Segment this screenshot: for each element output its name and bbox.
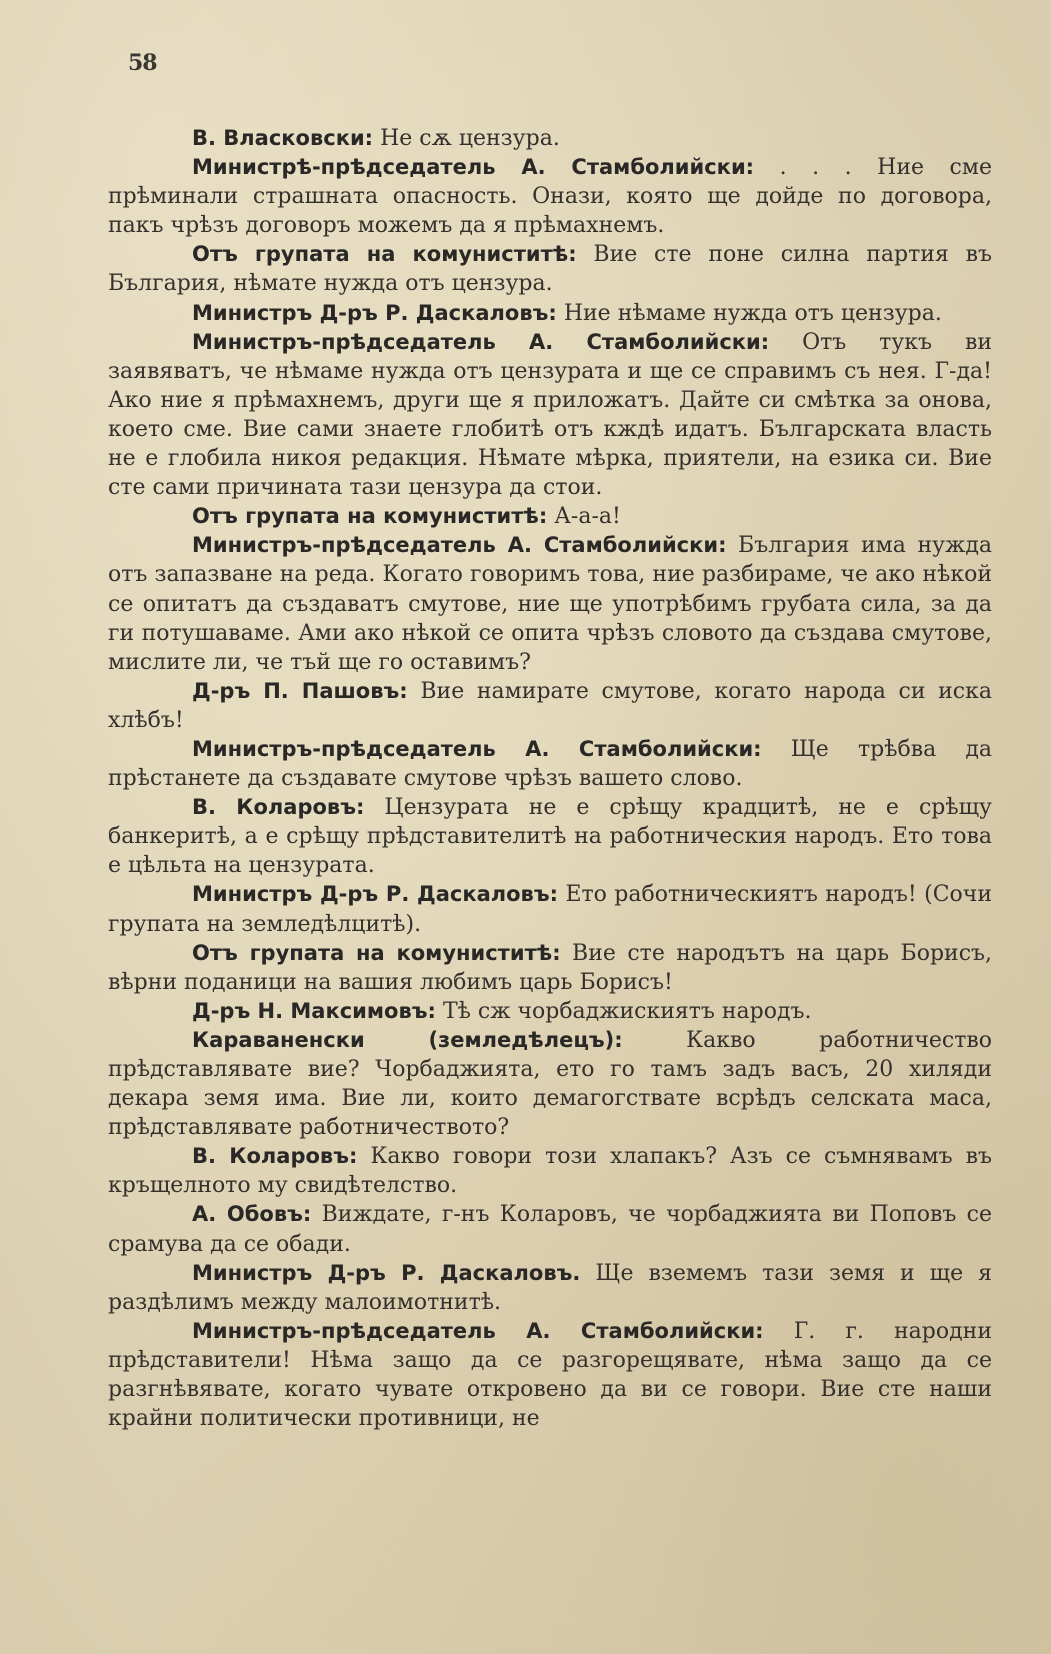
speaker-name: Караваненски (земледѣлецъ): — [192, 1027, 623, 1052]
speaker-name: Д-ръ Н. Максимовъ: — [192, 998, 436, 1023]
speaker-name: Отъ групата на комуниститѣ: — [192, 504, 548, 529]
speaker-name: Министръ Д-ръ Р. Даскаловъ: — [192, 300, 557, 325]
speaker-name: В. Коларовъ: — [192, 1144, 358, 1169]
speech-text: Какво работничество прѣдставлявате вие? Чорбаджията, ето го тамъ задъ васъ, 20 хиляди декара земя има. Вие ли, които демагогствате всрѣдъ селската маса, прѣдставлявате работничеството? — [108, 1027, 992, 1141]
speaker-name: Отъ групата на комуниститѣ: — [192, 242, 577, 267]
paragraph-3 — [108, 240, 992, 298]
paragraph-14 — [108, 1026, 992, 1142]
speech-text: Тѣ сж чорбаджискиятъ народъ. — [442, 998, 812, 1024]
paragraph-7 — [108, 531, 992, 676]
speaker-name: В. Коларовъ: — [192, 795, 365, 820]
page-number: 58 — [128, 50, 157, 76]
speech-text: Не сѫ цензура. — [380, 126, 560, 151]
speaker-name: Министръ-прѣдседатель А. Стамболийски: — [192, 1318, 764, 1343]
speaker-name: Министръ-прѣдседатель А. Стамболийски: — [192, 736, 762, 761]
paragraph-17 — [108, 1259, 992, 1317]
speaker-name: Министръ Д-ръ Р. Даскаловъ: — [192, 882, 559, 907]
speech-text: Отъ тукъ ви заявяватъ, че нѣмаме нужда отъ цензурата и ще се справимъ съ нея. Г-да! Ако ние я прѣмахнемъ, други ще я приложатъ. Дайте си смѣтка за онова, което сме. Вие сами знаете глобитѣ отъ кждѣ идатъ. Българската власть не е глобила никоя редакция. Нѣмате мѣрка, приятели, на езика си. Вие сте сами причината тази цензура да стои. — [108, 329, 992, 501]
speech-text: Ще вземемъ тази земя и ще я раздѣлимъ между малоимотнитѣ. — [108, 1260, 992, 1315]
speech-text: Г. г. народни прѣдставители! Нѣма защо да се разгорещявате, нѣма защо да се разгнѣвявате, когато чувате откровено да ви се говори. Вие сте наши крайни политически противници, не — [108, 1318, 992, 1432]
paragraph-2 — [108, 153, 992, 240]
speech-text: . . . Ние сме прѣминали страшната опасность. Онази, която ще дойде по договора, пакъ чрѣзъ договоръ можемъ да я прѣмахнемъ. — [108, 155, 992, 239]
speech-text: Какво говори този хлапакъ? Азъ се съмнявамъ въ кръщелното му свидѣтелство. — [108, 1144, 992, 1199]
paragraph-1 — [108, 124, 992, 153]
speaker-name: В. Власковски: — [192, 126, 374, 150]
speech-text: Вие сте народътъ на царь Борисъ, вѣрни поданици на вашия любимъ царь Борисъ! — [108, 940, 993, 995]
speaker-name: А. Обовъ: — [192, 1202, 312, 1227]
paragraph-10 — [108, 793, 992, 880]
paragraph-8 — [108, 677, 992, 735]
speaker-name: Министрѣ-прѣдседатель А. Стамболийски: — [192, 155, 755, 180]
speech-text: Вие намирате смутове, когато народа си иска хлѣбъ! — [108, 678, 992, 733]
speech-text: България има нужда отъ запазване на реда. Когато говоримъ това, ние разбираме, че ако нѣкой се опитатъ да създаватъ смутове, ние ще употрѣбимъ грубата сила, за да ги потушаваме. Ами ако нѣкой се опита чрѣзъ словото да създава смутове, мислите ли, че тъй ще го оставимъ? — [108, 533, 992, 675]
paragraph-5 — [108, 328, 992, 503]
transcript-text — [108, 124, 992, 1433]
speaker-name: Д-ръ П. Пашовъ: — [192, 678, 408, 703]
paragraph-4 — [108, 299, 992, 328]
paragraph-16 — [108, 1200, 992, 1258]
speech-text: Вие сте поне силна партия въ България, нѣмате нужда отъ цензура. — [108, 242, 992, 297]
speech-text: Ето работническиятъ народъ! (Сочи групата на земледѣлцитѣ). — [108, 882, 992, 937]
speech-text: Ще трѣбва да прѣстанете да създавате смутове чрѣзъ вашето слово. — [108, 736, 992, 792]
paragraph-11 — [108, 880, 992, 938]
speech-text: Виждате, г-нъ Коларовъ, че чорбаджията ви Поповъ се срамува да се обади. — [108, 1202, 992, 1257]
speech-text: А-а-а! — [554, 504, 621, 530]
speaker-name: Отъ групата на комуниститѣ: — [192, 940, 561, 965]
paragraph-9 — [108, 735, 992, 793]
paragraph-13 — [108, 997, 992, 1026]
paragraph-12 — [108, 939, 992, 997]
speech-text: Ние нѣмаме нужда отъ цензура. — [563, 300, 942, 326]
speaker-name: Министръ Д-ръ Р. Даскаловъ. — [192, 1260, 581, 1285]
paragraph-18 — [108, 1317, 992, 1433]
paragraph-6 — [108, 502, 992, 531]
speaker-name: Министръ-прѣдседатель А. Стамболийски: — [192, 329, 770, 354]
speaker-name: Министръ-прѣдседатель А. Стамболийски: — [192, 533, 727, 558]
paragraph-15 — [108, 1142, 992, 1200]
speech-text: Цензурата не е срѣщу крадцитѣ, не е срѣщу банкеритѣ, а е срѣщу прѣдставителитѣ на работническия народъ. Ето това е цѣльта на цензурата. — [108, 795, 993, 879]
